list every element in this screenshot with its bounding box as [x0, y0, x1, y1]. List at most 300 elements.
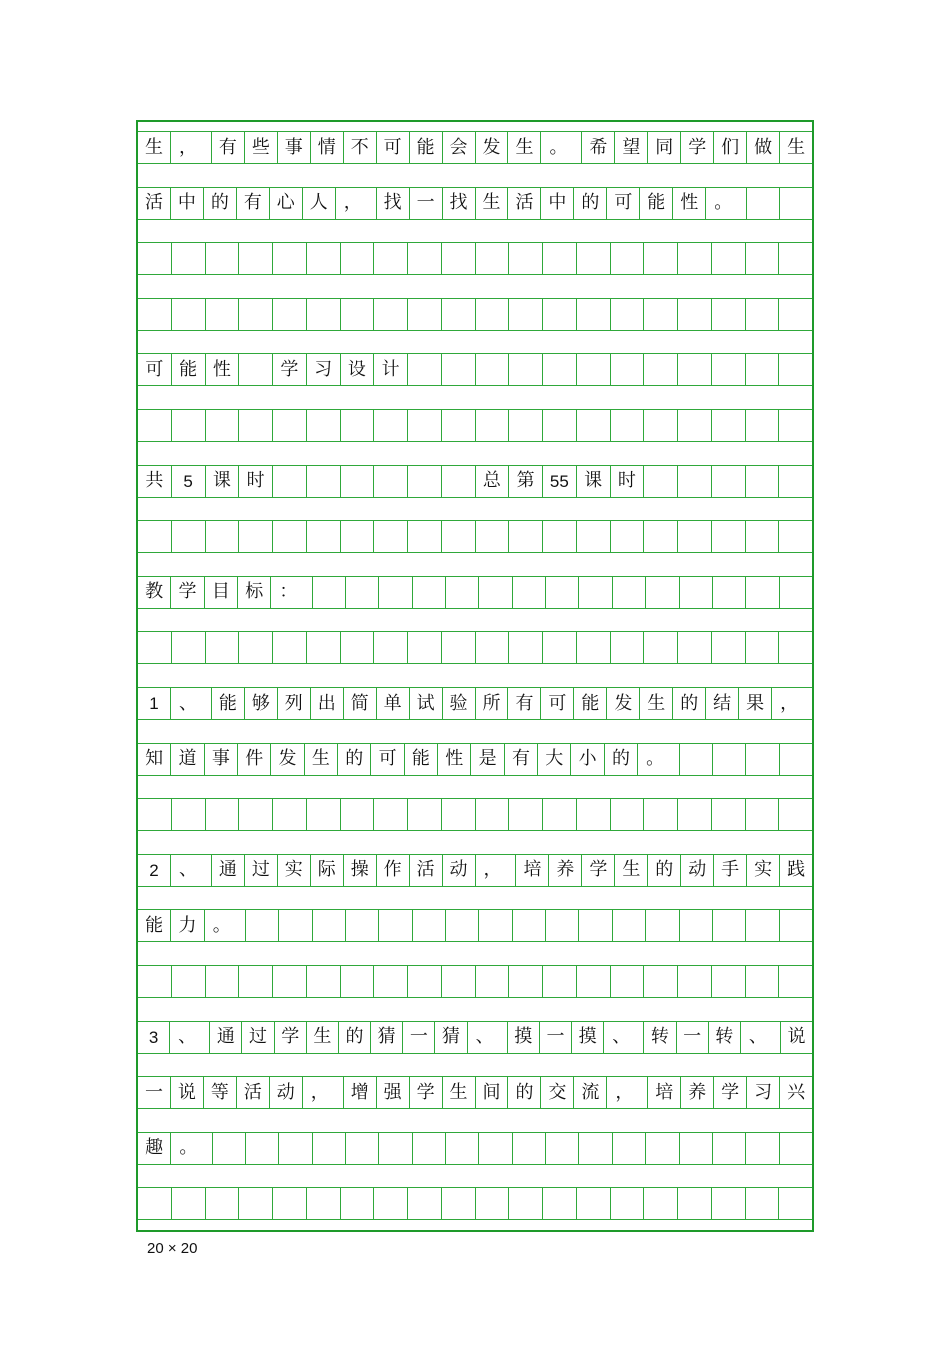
grid-cell: [711, 243, 745, 274]
grid-cell: 。: [540, 132, 581, 163]
grid-cell: [340, 966, 374, 997]
grid-cell: [171, 243, 205, 274]
grid-cell: [643, 1188, 677, 1219]
grid-cell: [778, 243, 812, 274]
grid-cell: 中: [170, 188, 203, 219]
grid-cell: [508, 521, 542, 552]
grid-cell: 生: [639, 688, 672, 719]
grid-cell: [508, 632, 542, 663]
grid-cell: [475, 354, 509, 385]
grid-cell: [508, 410, 542, 441]
grid-cell: [677, 466, 711, 497]
grid-cell: [445, 577, 478, 608]
grid-cell: [645, 910, 678, 941]
grid-cell: [171, 521, 205, 552]
grid-cell: [345, 1133, 378, 1164]
grid-cell: 简: [343, 688, 376, 719]
grid-cell: [441, 799, 475, 830]
grid-cell: 课: [205, 466, 239, 497]
grid-cell: 生: [304, 744, 337, 775]
grid-cell: [778, 966, 812, 997]
grid-cell: 通: [209, 1022, 241, 1053]
grid-cell: [407, 1188, 441, 1219]
grid-cell: [138, 299, 171, 330]
grid-row: [138, 131, 812, 164]
grid-cell: [245, 1133, 278, 1164]
grid-cell: [378, 577, 411, 608]
grid-cell: ，: [302, 1077, 343, 1108]
grid-cell: 知: [145, 748, 164, 770]
grid-cell: 事: [277, 132, 310, 163]
grid-cell: [373, 799, 407, 830]
grid-cell: [545, 577, 578, 608]
grid-cell: 、: [467, 1022, 507, 1053]
grid-cell: 课: [576, 466, 610, 497]
grid-row: [138, 576, 812, 609]
grid-cell: [610, 243, 644, 274]
grid-cell: 可: [376, 132, 409, 163]
grid-cell: 能: [404, 744, 437, 775]
grid-cell: [138, 966, 171, 997]
grid-cell: 能: [171, 354, 205, 385]
grid-cell: 猜: [370, 1022, 402, 1053]
grid-cell: 生: [779, 132, 812, 163]
grid-cell: [746, 188, 779, 219]
grid-row: [138, 1076, 812, 1109]
grid-cell: [306, 632, 340, 663]
grid-cell: [610, 966, 644, 997]
grid-cell: 转: [643, 1022, 675, 1053]
grid-cell: [545, 1133, 578, 1164]
grid-cell: 过: [241, 1022, 273, 1053]
grid-cell: [677, 299, 711, 330]
grid-cell: [745, 1188, 779, 1219]
grid-cell: [373, 632, 407, 663]
grid-cell: [171, 299, 205, 330]
grid-cell: [205, 521, 239, 552]
grid-cell: [345, 577, 378, 608]
grid-cell: 、: [740, 1022, 780, 1053]
grid-cell: [745, 577, 778, 608]
grid-cell: 能: [211, 688, 244, 719]
grid-cell: 试: [409, 688, 442, 719]
grid-cell: [508, 354, 542, 385]
grid-cell: 结: [705, 688, 738, 719]
grid-cell: [373, 966, 407, 997]
grid-cell: [272, 632, 306, 663]
grid-cell: 通: [211, 855, 244, 886]
grid-row: [138, 465, 812, 498]
grid-row: [138, 353, 812, 386]
grid-cell: 件: [237, 744, 270, 775]
grid-cell: 心: [269, 188, 302, 219]
grid-row: [138, 965, 812, 998]
grid-cell: [512, 1133, 545, 1164]
grid-cell: 学: [581, 855, 614, 886]
grid-cell: [712, 1133, 745, 1164]
grid-cell: [412, 910, 445, 941]
grid-cell: 所: [475, 688, 508, 719]
grid-cell: [745, 799, 779, 830]
grid-cell: [272, 243, 306, 274]
grid-cell: [711, 299, 745, 330]
grid-cell: [441, 299, 475, 330]
grid-cell: 习: [306, 354, 340, 385]
grid-cell: 的: [337, 744, 370, 775]
grid-cell: [407, 799, 441, 830]
grid-cell: 力: [170, 910, 203, 941]
grid-cell: [612, 1133, 645, 1164]
grid-cell: [238, 799, 272, 830]
grid-cell: 说: [780, 1022, 812, 1053]
grid-cell: [745, 410, 779, 441]
grid-cell: [779, 910, 812, 941]
grid-cell: [407, 966, 441, 997]
grid-cell: [306, 799, 340, 830]
grid-cell: 找: [442, 188, 475, 219]
grid-cell: 发: [475, 132, 508, 163]
grid-cell: [272, 799, 306, 830]
grid-cell: [779, 577, 812, 608]
grid-cell: 转: [708, 1022, 740, 1053]
grid-cell: [306, 466, 340, 497]
grid-cell: 。: [637, 744, 678, 775]
grid-cell: [576, 521, 610, 552]
grid-cell: [378, 910, 411, 941]
grid-cell: [441, 354, 475, 385]
grid-cell: [576, 354, 610, 385]
grid-cell: 小: [570, 744, 603, 775]
grid-cell: 动: [680, 855, 713, 886]
grid-cell: 间: [475, 1077, 508, 1108]
grid-cell: [272, 966, 306, 997]
grid-cell: [445, 910, 478, 941]
grid-cell: [475, 1188, 509, 1219]
grid-cell: [512, 910, 545, 941]
grid-cell: [576, 410, 610, 441]
grid-cell: 1: [149, 694, 159, 713]
grid-cell: [378, 1133, 411, 1164]
grid-cell: [612, 910, 645, 941]
grid-cell: [306, 966, 340, 997]
grid-cell: [171, 632, 205, 663]
grid-cell: 学: [274, 1022, 306, 1053]
grid-cell: 猜: [434, 1022, 466, 1053]
grid-cell: 计: [373, 354, 407, 385]
grid-cell: 生: [442, 1077, 475, 1108]
grid-cell: [407, 466, 441, 497]
grid-row: [138, 242, 812, 275]
grid-cell: 学: [170, 577, 203, 608]
grid-cell: [610, 632, 644, 663]
grid-cell: 不: [343, 132, 376, 163]
grid-cell: [578, 910, 611, 941]
grid-cell: [373, 521, 407, 552]
grid-cell: 作: [376, 855, 409, 886]
grid-cell: [407, 299, 441, 330]
grid-cell: 生: [144, 136, 163, 158]
grid-cell: [576, 799, 610, 830]
grid-cell: 的: [507, 1077, 540, 1108]
grid-cell: [779, 1133, 812, 1164]
grid-cell: [576, 299, 610, 330]
grid-cell: 可: [606, 188, 639, 219]
grid-cell: 、: [170, 855, 211, 886]
grid-cell: [677, 354, 711, 385]
grid-cell: [475, 799, 509, 830]
grid-cell: [677, 966, 711, 997]
grid-cell: [138, 1188, 171, 1219]
grid-cell: 能: [639, 188, 672, 219]
grid-cell: 一: [409, 188, 442, 219]
grid-cell: [612, 577, 645, 608]
grid-cell: 实: [746, 855, 779, 886]
grid-cell: [475, 966, 509, 997]
grid-cell: 道: [170, 744, 203, 775]
grid-row: [138, 1021, 812, 1054]
grid-cell: [610, 521, 644, 552]
grid-cell: [238, 354, 272, 385]
grid-cell: ，: [606, 1077, 647, 1108]
grid-cell: 3: [148, 1027, 159, 1047]
grid-row: [138, 409, 812, 442]
grid-cell: [508, 1188, 542, 1219]
grid-cell: [643, 299, 677, 330]
grid-cell: [711, 410, 745, 441]
grid-cell: 摸: [507, 1022, 539, 1053]
grid-cell: [778, 354, 812, 385]
grid-cell: 的: [672, 688, 705, 719]
grid-cell: 有: [504, 744, 537, 775]
grid-cell: 过: [244, 855, 277, 886]
grid-cell: [373, 466, 407, 497]
grid-cell: [373, 410, 407, 441]
grid-cell: 、: [603, 1022, 643, 1053]
grid-cell: [542, 410, 576, 441]
grid-cell: 生: [306, 1022, 338, 1053]
grid-cell: 习: [746, 1077, 779, 1108]
grid-cell: [512, 577, 545, 608]
grid-cell: [679, 577, 712, 608]
grid-cell: [441, 1188, 475, 1219]
grid-cell: [205, 632, 239, 663]
grid-cell: [778, 1188, 812, 1219]
grid-cell: [475, 521, 509, 552]
grid-cell: [373, 299, 407, 330]
grid-cell: [745, 354, 779, 385]
grid-cell: [711, 1188, 745, 1219]
grid-cell: 的: [203, 188, 236, 219]
grid-cell: 能: [409, 132, 442, 163]
grid-cell: [545, 910, 578, 941]
grid-cell: 有: [236, 188, 269, 219]
grid-cell: [643, 799, 677, 830]
grid-cell: 生: [614, 855, 647, 886]
grid-cell: 学: [680, 132, 713, 163]
grid-cell: 做: [746, 132, 779, 163]
grid-cell: [171, 799, 205, 830]
grid-cell: [340, 243, 374, 274]
grid-cell: 、: [170, 688, 211, 719]
grid-cell: [745, 966, 779, 997]
grid-cell: [205, 966, 239, 997]
grid-cell: 。: [170, 1133, 211, 1164]
grid-cell: 实: [277, 855, 310, 886]
grid-cell: 一: [539, 1022, 571, 1053]
grid-cell: [171, 410, 205, 441]
grid-cell: [542, 1188, 576, 1219]
grid-cell: 同: [647, 132, 680, 163]
grid-cell: 一: [676, 1022, 708, 1053]
grid-cell: [171, 1188, 205, 1219]
grid-cell: [445, 1133, 478, 1164]
grid-cell: [711, 466, 745, 497]
grid-cell: 找: [376, 188, 409, 219]
grid-cell: [576, 1188, 610, 1219]
grid-cell: 发: [606, 688, 639, 719]
grid-row: [138, 1187, 812, 1220]
grid-cell: [508, 799, 542, 830]
grid-cell: [542, 799, 576, 830]
grid-cell: [643, 354, 677, 385]
grid-cell: 动: [269, 1077, 302, 1108]
grid-row: [138, 687, 812, 720]
grid-cell: [643, 521, 677, 552]
grid-cell: [508, 299, 542, 330]
grid-cell: [373, 243, 407, 274]
grid-cell: 活: [236, 1077, 269, 1108]
grid-cell: [441, 466, 475, 497]
grid-cell: 们: [713, 132, 746, 163]
grid-cell: [779, 744, 812, 775]
grid-cell: [745, 466, 779, 497]
grid-cell: [312, 910, 345, 941]
grid-cell: [643, 632, 677, 663]
grid-cell: [340, 299, 374, 330]
grid-cell: [645, 577, 678, 608]
grid-cell: 时: [238, 466, 272, 497]
grid-cell: [272, 1188, 306, 1219]
grid-cell: [677, 1188, 711, 1219]
grid-cell: [712, 744, 745, 775]
grid-cell: [508, 966, 542, 997]
grid-cell: 2: [149, 860, 159, 880]
grid-cell: [441, 521, 475, 552]
grid-cell: [711, 354, 745, 385]
grid-cell: [407, 632, 441, 663]
grid-cell: [576, 632, 610, 663]
grid-cell: [238, 299, 272, 330]
grid-cell: [576, 966, 610, 997]
grid-cell: 的: [573, 188, 606, 219]
grid-cell: [679, 744, 712, 775]
grid-cell: [340, 799, 374, 830]
grid-cell: [677, 243, 711, 274]
grid-cell: [475, 243, 509, 274]
grid-cell: 活: [507, 188, 540, 219]
grid-cell: [312, 577, 345, 608]
grid-cell: 时: [610, 466, 644, 497]
grid-cell: [306, 521, 340, 552]
grid-cell: 动: [442, 855, 475, 886]
grid-cell: [712, 910, 745, 941]
grid-cell: [345, 910, 378, 941]
grid-cell: [542, 521, 576, 552]
grid-cell: [475, 632, 509, 663]
grid-cell: [542, 299, 576, 330]
grid-cell: 单: [376, 688, 409, 719]
grid-cell: 共: [145, 470, 164, 492]
grid-cell: [610, 799, 644, 830]
grid-cell: [272, 466, 306, 497]
grid-cell: 践: [779, 855, 812, 886]
grid-cell: [272, 299, 306, 330]
grid-cell: [238, 632, 272, 663]
grid-cell: 交: [540, 1077, 573, 1108]
manuscript-grid: [136, 120, 814, 1232]
grid-cell: [306, 1188, 340, 1219]
grid-cell: 可: [540, 688, 573, 719]
grid-cell: 设: [340, 354, 374, 385]
grid-row: [138, 743, 812, 776]
grid-cell: 列: [277, 688, 310, 719]
grid-cell: [778, 521, 812, 552]
grid-cell: 能: [573, 688, 606, 719]
grid-cell: 性: [672, 188, 705, 219]
grid-cell: [212, 1133, 245, 1164]
grid-cell: 。: [204, 910, 245, 941]
grid-cell: [711, 966, 745, 997]
grid-cell: 增: [343, 1077, 376, 1108]
grid-cell: 标: [237, 577, 270, 608]
grid-cell: [475, 410, 509, 441]
grid-cell: 些: [244, 132, 277, 163]
grid-cell: 验: [442, 688, 475, 719]
grid-cell: [478, 1133, 511, 1164]
grid-cell: 性: [205, 354, 239, 385]
grid-cell: 学: [713, 1077, 746, 1108]
grid-cell: 大: [537, 744, 570, 775]
grid-cell: [542, 632, 576, 663]
grid-cell: 活: [144, 192, 163, 214]
grid-row: [138, 854, 812, 887]
grid-cell: [610, 299, 644, 330]
grid-cell: [508, 243, 542, 274]
grid-cell: 生: [475, 188, 508, 219]
grid-cell: 够: [244, 688, 277, 719]
grid-cell: 生: [507, 132, 540, 163]
grid-cell: [643, 466, 677, 497]
grid-cell: [441, 410, 475, 441]
grid-cell: [475, 299, 509, 330]
grid-cell: [679, 910, 712, 941]
grid-cell: 是: [470, 744, 503, 775]
grid-cell: [745, 744, 778, 775]
grid-cell: [138, 243, 171, 274]
grid-cell: [677, 799, 711, 830]
grid-cell: [205, 1188, 239, 1219]
grid-cell: [677, 410, 711, 441]
grid-cell: 培: [515, 855, 548, 886]
grid-cell: [340, 521, 374, 552]
grid-cell: 摸: [571, 1022, 603, 1053]
grid-cell: 望: [614, 132, 647, 163]
grid-cell: [745, 910, 778, 941]
grid-cell: 流: [573, 1077, 606, 1108]
grid-cell: 第: [508, 466, 542, 497]
grid-row: [138, 520, 812, 553]
grid-row: [138, 1132, 812, 1165]
